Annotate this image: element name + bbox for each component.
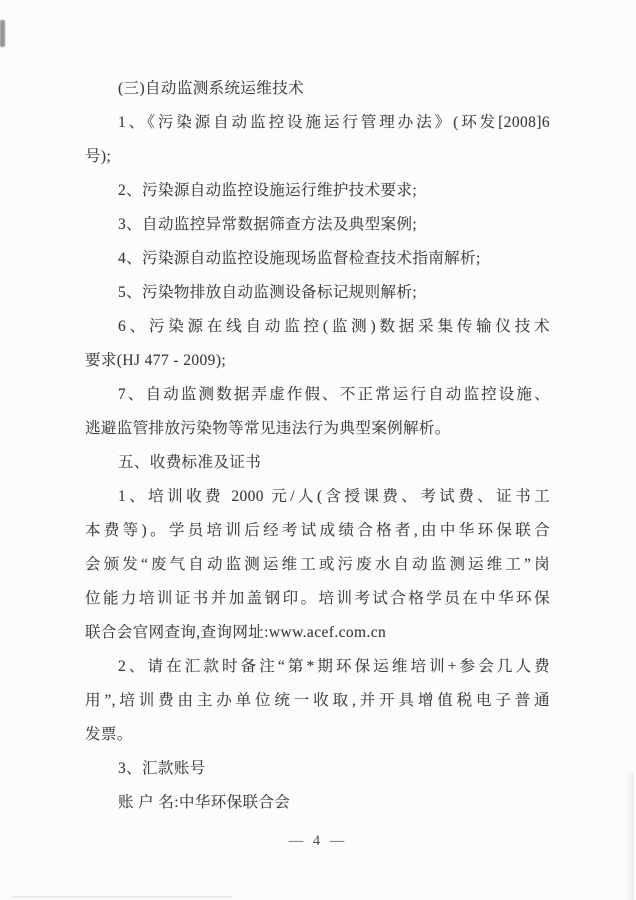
text-line: 1、培训收费 2000 元/人(含授课费、考试费、证书工 [118,488,550,505]
scan-artifact-right-shadow [624,772,634,900]
text-line: 6、污染源在线自动监控(监测)数据采集传输仪技术 [118,318,550,335]
text-line: 本费等)。学员培训后经考试成绩合格者,由中华环保联合 [85,522,550,539]
text-line: 3、汇款账号 [118,760,206,777]
text-line: 逃避监管排放污染物等常见违法行为典型案例解析。 [85,420,451,437]
text-line: 联合会官网查询,查询网址:www.acef.com.cn [85,624,387,641]
text-line: 账 户 名:中华环保联合会 [118,794,291,811]
document-content [85,72,550,820]
text-line: 会颁发“废气自动监测运维工或污废水自动监测运维工”岗 [85,556,550,573]
text-line: 五、收费标准及证书 [118,454,262,471]
scan-artifact-left-speck [0,20,5,47]
text-line: 位能力培训证书并加盖钢印。培训考试合格学员在中华环保 [85,590,550,607]
text-line: (三)自动监测系统运维技术 [118,80,305,97]
text-line: 2、请在汇款时备注“第*期环保运维培训+参会几人费 [118,658,550,675]
text-line: 1、《污染源自动监控设施运行管理办法》(环发[2008]6 [118,114,550,131]
text-line: 5、污染物排放自动监测设备标记规则解析; [118,284,418,301]
text-line: 3、自动监控异常数据筛查方法及典型案例; [118,216,418,233]
text-line: 号); [85,148,112,165]
text-line: 用”,培训费由主办单位统一收取,并开具增值税电子普通 [85,692,550,709]
text-line: 7、自动监测数据弄虚作假、不正常运行自动监控设施、 [118,386,550,403]
text-line: 要求(HJ 477 - 2009); [85,352,227,369]
page-number: — 4 — [288,833,348,849]
scan-artifact-bottom-shadow [12,896,232,898]
text-line: 2、污染源自动监控设施运行维护技术要求; [118,182,418,199]
text-line: 4、污染源自动监控设施现场监督检查技术指南解析; [118,250,481,267]
text-line: 发票。 [85,726,133,743]
